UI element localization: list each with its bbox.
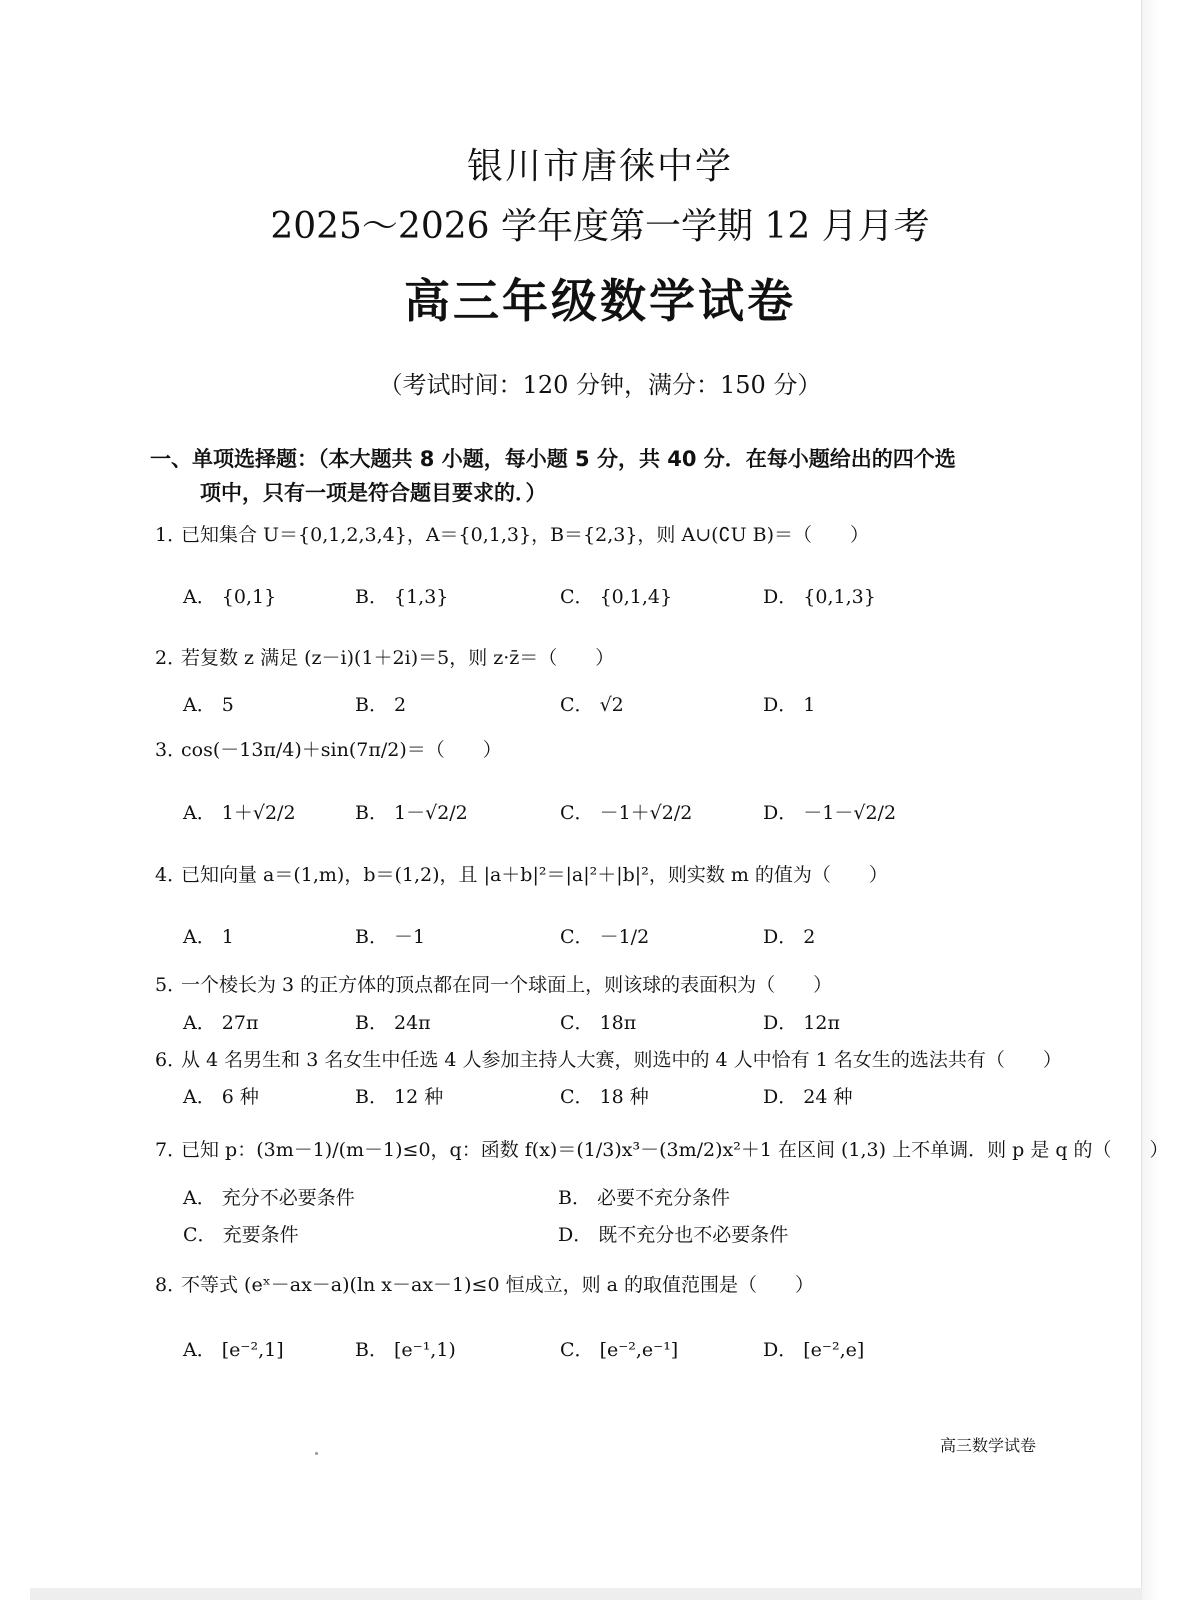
question-number: 4．	[155, 864, 187, 886]
question-number: 7．	[155, 1139, 187, 1161]
question-number: 1．	[155, 524, 187, 546]
option-c: C． －1/2	[560, 926, 650, 948]
option-c: C． 18π	[560, 1012, 637, 1034]
option-a: A． 1	[183, 926, 234, 948]
question-stem: 不等式 (eˣ－ax－a)(ln x－ax－1)≤0 恒成立，则 a 的取值范围是（ ）	[181, 1274, 815, 1296]
question-stem: cos(－13π/4)＋sin(7π/2)＝（ ）	[181, 739, 502, 761]
exam-title: 高三年级数学试卷	[404, 274, 796, 328]
section-line-1: 一、单项选择题：（本大题共 8 小题，每小题 5 分，共 40 分．在每小题给出的四个选	[150, 447, 956, 471]
option-d: D． [e⁻²,e]	[763, 1339, 865, 1361]
option-a: A． 充分不必要条件	[183, 1187, 355, 1209]
question-stem: 已知向量 a＝(1,m)，b＝(1,2)，且 |a＋b|²＝|a|²＋|b|²，则实数 m 的值为（ ）	[181, 864, 888, 886]
question-stem: 从 4 名男生和 3 名女生中任选 4 人参加主持人大赛，则选中的 4 人中恰有 1 名女生的选法共有（ ）	[181, 1049, 1062, 1071]
question-5	[155, 970, 1055, 997]
option-d: D． {0,1,3}	[763, 586, 876, 608]
question-number: 8．	[155, 1274, 187, 1296]
bottom-strip	[30, 1588, 1142, 1600]
scan-speck	[315, 1452, 318, 1455]
option-c: C． [e⁻²,e⁻¹]	[560, 1339, 679, 1361]
option-b: B． －1	[355, 926, 426, 948]
question-number: 2．	[155, 647, 187, 669]
option-d: D． 12π	[763, 1012, 840, 1034]
question-number: 3．	[155, 739, 187, 761]
question-3	[155, 735, 1055, 762]
option-c: C． √2	[560, 694, 624, 716]
option-a: A． 27π	[183, 1012, 259, 1034]
question-stem: 一个棱长为 3 的正方体的顶点都在同一个球面上，则该球的表面积为（ ）	[181, 974, 833, 996]
option-d: D． －1－√2/2	[763, 802, 897, 824]
option-a: A． 6 种	[183, 1086, 259, 1108]
option-d: D． 24 种	[763, 1086, 853, 1108]
question-number: 5．	[155, 974, 187, 996]
option-b: B． [e⁻¹,1)	[355, 1339, 456, 1361]
option-b: B． {1,3}	[355, 586, 449, 608]
option-c: C． 充要条件	[183, 1224, 299, 1246]
school-name: 银川市唐徕中学	[466, 146, 733, 187]
question-stem: 若复数 z 满足 (z－i)(1＋2i)＝5，则 z·z̄＝（ ）	[181, 647, 615, 669]
option-b: B． 24π	[355, 1012, 431, 1034]
option-d: D． 既不充分也不必要条件	[558, 1224, 789, 1246]
option-b: B． 1－√2/2	[355, 802, 468, 824]
exam-term: 2025～2026 学年度第一学期 12 月月考	[270, 206, 930, 247]
question-6	[155, 1045, 1062, 1072]
question-7	[155, 1135, 1169, 1162]
option-a: A． 5	[183, 694, 234, 716]
option-c: C． {0,1,4}	[560, 586, 673, 608]
option-a: A． [e⁻²,1]	[183, 1339, 284, 1361]
question-stem: 已知 p：(3m－1)/(m－1)≤0，q：函数 f(x)＝(1/3)x³－(3m/2)x²＋1 在区间 (1,3) 上不单调．则 p 是 q 的（ ）	[181, 1139, 1169, 1161]
question-8	[155, 1270, 1055, 1297]
question-4	[155, 860, 1055, 887]
option-a: A． 1＋√2/2	[183, 802, 296, 824]
option-b: B． 必要不充分条件	[558, 1187, 731, 1209]
section-heading	[150, 442, 1050, 510]
option-b: B． 12 种	[355, 1086, 444, 1108]
page-footer: 高三数学试卷	[940, 1436, 1037, 1455]
question-1	[155, 520, 1055, 547]
option-d: D． 1	[763, 694, 816, 716]
option-c: C． 18 种	[560, 1086, 649, 1108]
section-line-2: 项中，只有一项是符合题目要求的．）	[200, 481, 547, 505]
question-2	[155, 643, 1055, 670]
option-c: C． －1＋√2/2	[560, 802, 693, 824]
option-b: B． 2	[355, 694, 407, 716]
question-stem: 已知集合 U＝{0,1,2,3,4}，A＝{0,1,3}，B＝{2,3}，则 A∪(∁U B)＝（ ）	[181, 524, 870, 546]
option-a: A． {0,1}	[183, 586, 277, 608]
question-number: 6．	[155, 1049, 187, 1071]
option-d: D． 2	[763, 926, 816, 948]
exam-meta: （考试时间：120 分钟，满分：150 分）	[378, 371, 822, 399]
